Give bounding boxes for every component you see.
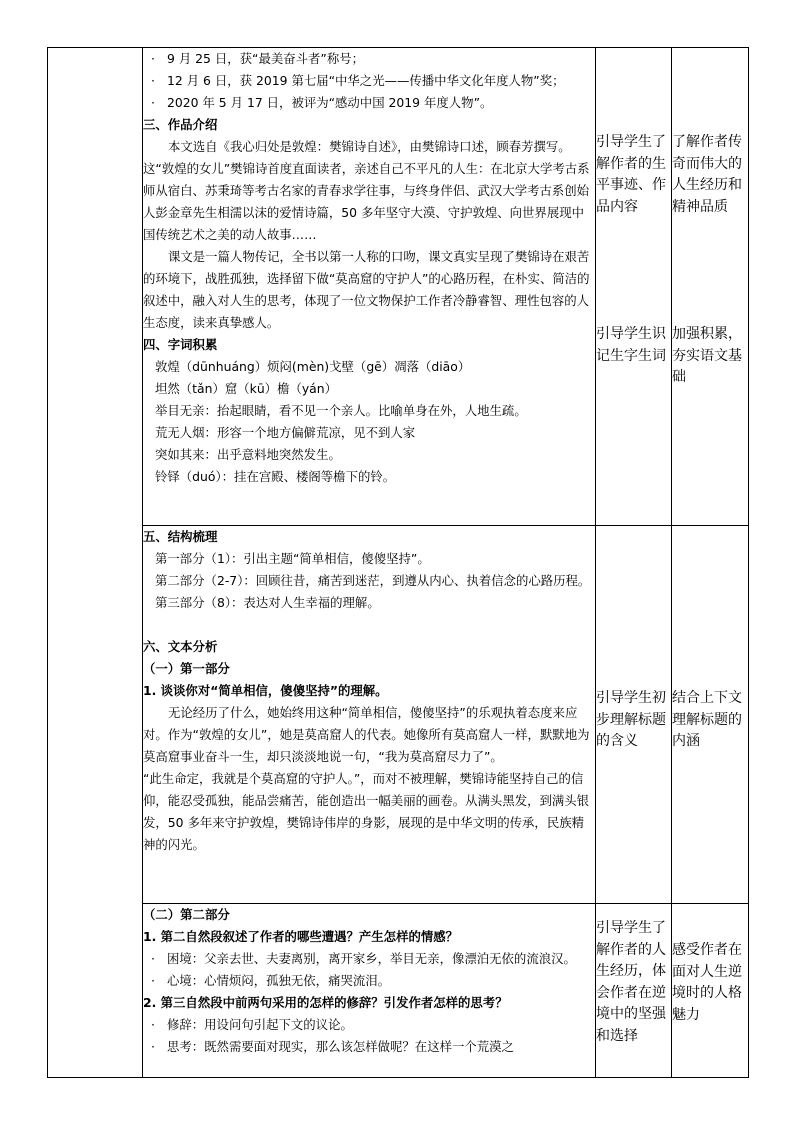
word-item: 坦然（tǎn）窟（kū）檐（yán）: [155, 381, 338, 396]
paragraph: “此生命定，我就是个莫高窟的守护人。”，而对不被理解，樊锦诗能坚持自己的信仰，能忍受孤独，能品尝痛苦，能创造出一幅美丽的画卷。从满头黑发，到满头银发，50 多年来守护敦煌，樊锦诗伟岸的身影，展现的是中华文明的传承，民族精神的闪光。: [143, 771, 590, 852]
activity-text: 引导学生了解作者的生平事迹、作品内容: [596, 134, 666, 215]
subsection-heading: （一）第一部分: [143, 661, 230, 676]
subsection-heading: （二）第二部分: [143, 907, 230, 922]
list-item: · 2020 年 5 月 17 日，被评为“感动中国 2019 年度人物”。: [143, 92, 595, 114]
purpose-text: 感受作者在面对人生逆境时的人格魅力: [672, 942, 742, 1023]
table-row: [48, 526, 749, 904]
purpose-cell: [672, 526, 749, 904]
activity-text: 引导学生识记生字生词: [596, 326, 666, 364]
activity-text: 引导学生了解作者的人生经历，体会作者在逆境中的坚强和选择: [596, 920, 666, 1044]
purpose-cell: [672, 48, 749, 526]
purpose-text: 加强积累，夯实语文基础: [672, 326, 742, 385]
paragraph: 本文选自《我心归处是敦煌：樊锦诗自述》，由樊锦诗口述，顾春芳撰写。这“敦煌的女儿”樊锦诗首度直面读者，亲述自己不平凡的人生：在北京大学考古系师从宿白、苏秉琦等考古名家的青春求学往事，与终身伴侣、武汉大学考古系创始人彭金章先生相濡以沫的爱情诗篇，50 多年坚守大漠、守护敦煌、向世界展现中国传统艺术之美的动人故事……: [143, 139, 590, 242]
word-item: 举目无亲：抬起眼睛，看不见一个亲人。比喻单身在外，人地生疏。: [155, 403, 527, 418]
list-item: · 思考：既然需要面对现实，那么该怎样做呢？在这样一个荒漠之: [143, 1036, 595, 1058]
content-cell: [143, 904, 596, 1078]
word-item: 铃铎（duó）：挂在宫殿、楼阁等檐下的铃。: [155, 469, 396, 484]
question: 2. 第三自然段中前两句采用的怎样的修辞？引发作者怎样的思考？: [143, 995, 508, 1010]
activity-cell: [596, 48, 672, 526]
word-item: 突如其来：出乎意料地突然发生。: [155, 447, 341, 462]
blank-cell: [48, 48, 143, 1078]
content-cell: [143, 526, 596, 904]
content-cell: [143, 48, 596, 526]
activity-text: 引导学生初步理解标题的含义: [596, 690, 666, 749]
purpose-text: 结合上下文理解标题的内涵: [672, 690, 742, 749]
purpose-cell: [672, 904, 749, 1078]
table-row: [48, 904, 749, 1078]
list-item: · 困境：父亲去世、夫妻离别，离开家乡，举目无亲，像漂泊无依的流浪汉。: [143, 948, 595, 970]
structure-item: 第三部分（8）：表达对人生幸福的理解。: [155, 595, 380, 610]
structure-item: 第二部分（2-7）：回顾往昔，痛苦到迷茫，到遵从内心、执着信念的心路历程。: [155, 573, 591, 588]
table-row: [48, 48, 749, 526]
list-item: · 修辞：用设问句引起下文的议论。: [143, 1014, 595, 1036]
paragraph: 课文是一篇人物传记，全书以第一人称的口吻，课文真实呈现了樊锦诗在艰苦的环境下，战胜孤独，选择留下做“莫高窟的守护人”的心路历程，在朴实、简洁的叙述中，融入对人生的思考，体现了一位文物保护工作者冷静睿智、理性包容的人生态度，读来真挚感人。: [143, 249, 590, 330]
list-item: · 12 月 6 日，获 2019 第七届“中华之光——传播中华文化年度人物”奖；: [143, 70, 595, 92]
section-heading: 四、字词积累: [143, 337, 218, 352]
list-item: · 9 月 25 日，获“最美奋斗者”称号；: [143, 48, 595, 70]
activity-cell: [596, 904, 672, 1078]
section-heading: 五、结构梳理: [143, 529, 218, 544]
section-heading: 三、作品介绍: [143, 117, 218, 132]
word-item: 荒无人烟：形容一个地方偏僻荒凉，见不到人家: [155, 425, 416, 440]
purpose-text: 了解作者传奇而伟大的人生经历和精神品质: [672, 134, 742, 215]
lesson-plan-table: [47, 47, 749, 1078]
paragraph: 无论经历了什么，她始终用这种“简单相信，傻傻坚持”的乐观执着态度来应对。作为“敦煌的女儿”，她是莫高窟人的代表。她像所有莫高窟人一样，默默地为莫高窟事业奋斗一生，却只淡淡地说一句，“我为莫高窟尽力了”。: [143, 705, 590, 764]
section-heading: 六、文本分析: [143, 639, 218, 654]
question: 1. 谈谈你对“简单相信，傻傻坚持”的理解。: [143, 683, 388, 698]
question: 1. 第二自然段叙述了作者的哪些遭遇？产生怎样的情感？: [143, 929, 459, 944]
list-item: · 心境：心情烦闷，孤独无依，痛哭流泪。: [143, 970, 595, 992]
structure-item: 第一部分（1）：引出主题“简单相信，傻傻坚持”。: [155, 551, 430, 566]
word-item: 敦煌（dūnhuáng）烦闷(mèn)戈壁（gē）凋落（diāo）: [155, 359, 471, 374]
activity-cell: [596, 526, 672, 904]
